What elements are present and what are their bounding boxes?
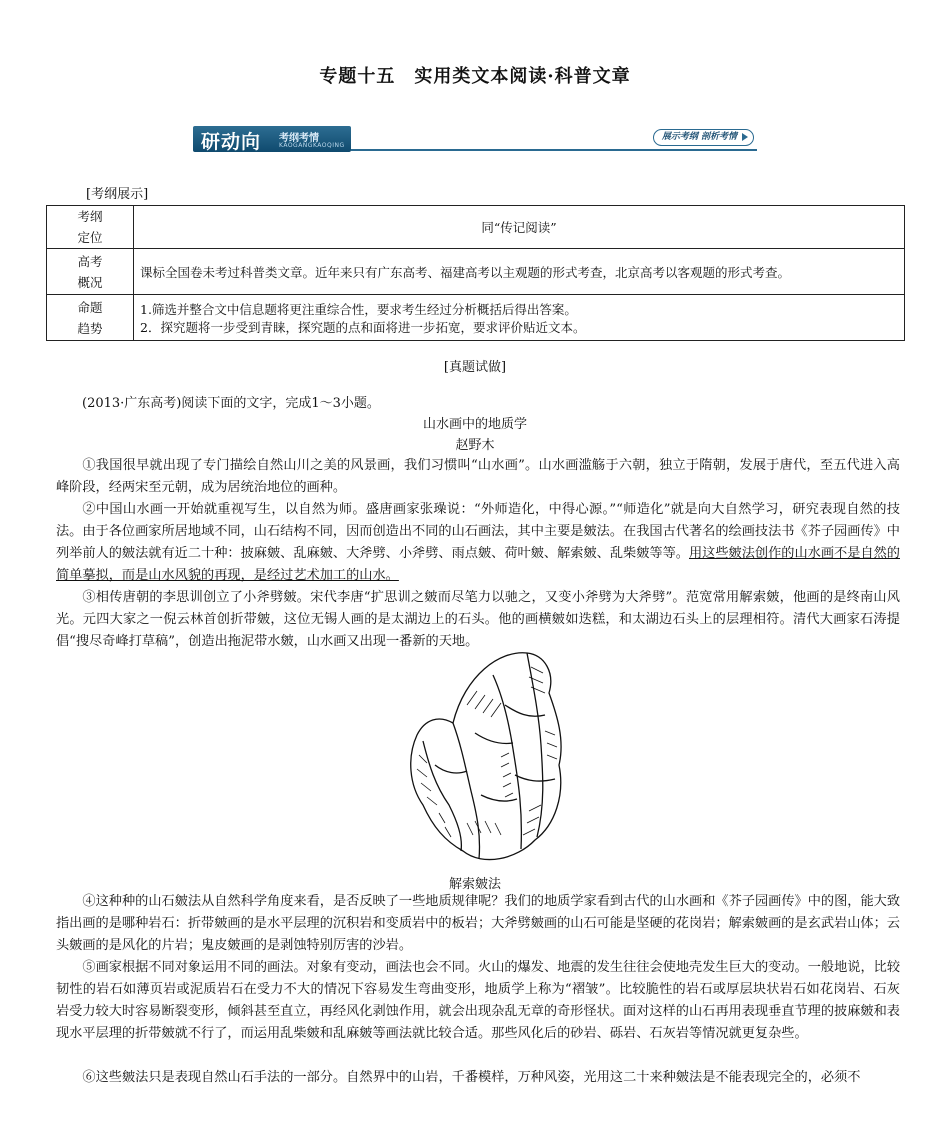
table-head-line: 趋势 bbox=[77, 320, 103, 336]
table-row-head bbox=[47, 295, 134, 341]
table-head-line: 命题 bbox=[77, 299, 103, 315]
kaogang-label: [考纲展示] bbox=[86, 187, 149, 202]
section-banner bbox=[193, 124, 757, 154]
banner-main-text: 研动向 bbox=[201, 131, 262, 153]
kaogang-table bbox=[46, 205, 905, 341]
banner-tag bbox=[653, 129, 754, 146]
article-author: 赵野木 bbox=[455, 438, 495, 453]
question-intro: (2013·广东高考)阅读下面的文字，完成1～3小题。 bbox=[82, 396, 380, 411]
banner-badge bbox=[193, 126, 351, 152]
table-cell: 课标全国卷未考过科普类文章。近年来只有广东高考、福建高考以主观题的形式考查，北京高考以客观题的形式考查。 bbox=[134, 249, 905, 295]
banner-tag-text: 展示考纲 剖析考情 bbox=[661, 132, 737, 142]
section-label: [真题试做] bbox=[443, 360, 507, 375]
table-row-head bbox=[47, 206, 134, 249]
paragraph-4: ④这种种的山石皴法从自然科学角度来看，是否反映了一些地质规律呢？我们的地质学家看到古代的山水画和《芥子园画传》中的图，能大致指出画的是哪种岩石：折带皴画的是水平层理的沉积岩和变质岩中的板岩；大斧劈皴画的山石可能是坚硬的花岗岩；解索皴画的是玄武岩山体；云头皴画的是风化的片岩；鬼皮皴画的是剥蚀特别厉害的沙岩。 bbox=[56, 894, 901, 953]
rock-illustration bbox=[405, 645, 570, 870]
table-cell-line: 1.筛选并整合文中信息题将更注重综合性，要求考生经过分析概括后得出答案。 bbox=[140, 301, 577, 317]
table-row bbox=[47, 206, 905, 249]
table-cell bbox=[134, 295, 905, 341]
banner-pinyin: KAOGANGKAOQING bbox=[279, 142, 345, 149]
table-row bbox=[47, 295, 905, 341]
underlined-sentence: 用这些皴法创作的山水画不是自然的简单摹拟，而是山水风貌的再现，是经过艺术加工的山水。 bbox=[56, 546, 900, 583]
banner-rule bbox=[351, 149, 757, 151]
paragraph-3: ③相传唐朝的李思训创立了小斧劈皴。宋代李唐“扩思训之皴而尽笔力以驰之，又变小斧劈为大斧劈”。范宽常用解索皴，他画的是终南山风光。元四大家之一倪云林首创折带皴，这位无锡人画的是太湖边上的石头。他的画横皴如迭糕，和太湖边石头上的层理相符。清代大画家石涛提倡“搜尽奇峰打草稿”，创造出拖泥带水皴，山水画又出现一番新的天地。 bbox=[56, 590, 900, 649]
banner-sub-text: 考纲考情 bbox=[279, 133, 319, 144]
paragraph-2 bbox=[56, 499, 900, 587]
table-row-head bbox=[47, 249, 134, 295]
table-head-line: 高考 bbox=[77, 253, 103, 269]
article-title: 山水画中的地质学 bbox=[422, 417, 527, 432]
table-cell: 同“传记阅读” bbox=[134, 206, 905, 249]
table-head-line: 概况 bbox=[77, 274, 103, 290]
paragraph-2-text: ②中国山水画一开始就重视写生，以自然为师。盛唐画家张璪说：“外师造化，中得心源。”“师造化”就是向大自然学习，研究表现自然的技法。由于各位画家所居地域不同，山石结构不同，因而创造出不同的山石画法，其中主要是皴法。在我国古代著名的绘画技法书《芥子园画传》中列举前人的皴法就有近二十种：披麻皴、乱麻皴、大斧劈、小斧劈、雨点皴、荷叶皴、解索皴、乱柴皴等等。 bbox=[56, 502, 900, 561]
table-head-line: 定位 bbox=[77, 230, 103, 245]
table-row bbox=[47, 249, 905, 295]
page-title: 专题十五 实用类文本阅读·科普文章 bbox=[319, 66, 631, 87]
arrow-right-icon bbox=[742, 133, 748, 141]
paragraph-5: ⑤画家根据不同对象运用不同的画法。对象有变动，画法也会不同。火山的爆发、地震的发生往往会使地壳发生巨大的变动。一般地说，比较韧性的岩石如薄页岩或泥质岩石在受力不大的情况下容易发生弯曲变形，地质学上称为“褶皱”。比较脆性的岩石或厚层块状岩石如花岗岩、石灰岩受力较大时容易断裂变形，倾斜甚至直立，再经风化剥蚀作用，就会出现杂乱无章的奇形怪状。面对这样的山石再用表现垂直节理的披麻皴和表现水平层理的折带皴就不行了，而运用乱柴皴和乱麻皴等画法就比较合适。那些风化后的砂岩、砾岩、石灰岩等情况就更复杂些。 bbox=[56, 960, 901, 1041]
figure-caption: 解索皴法 bbox=[448, 877, 501, 892]
paragraph-1: ①我国很早就出现了专门描绘自然山川之美的风景画，我们习惯叫“山水画”。山水画滥觞于六朝，独立于隋朝，发展于唐代，至五代进入高峰阶段，经两宋至元朝，成为居统治地位的画种。 bbox=[56, 458, 900, 495]
table-cell-line: 2．探究题将一步受到青睐，探究题的点和面将进一步拓宽，要求评价贴近文本。 bbox=[140, 319, 586, 335]
table-head-line: 考纲 bbox=[77, 209, 103, 224]
paragraph-6: ⑥这些皴法只是表现自然山石手法的一部分。自然界中的山岩，千番模样，万种风姿，光用这二十来种皴法是不能表现完全的，必须不 bbox=[82, 1070, 861, 1085]
